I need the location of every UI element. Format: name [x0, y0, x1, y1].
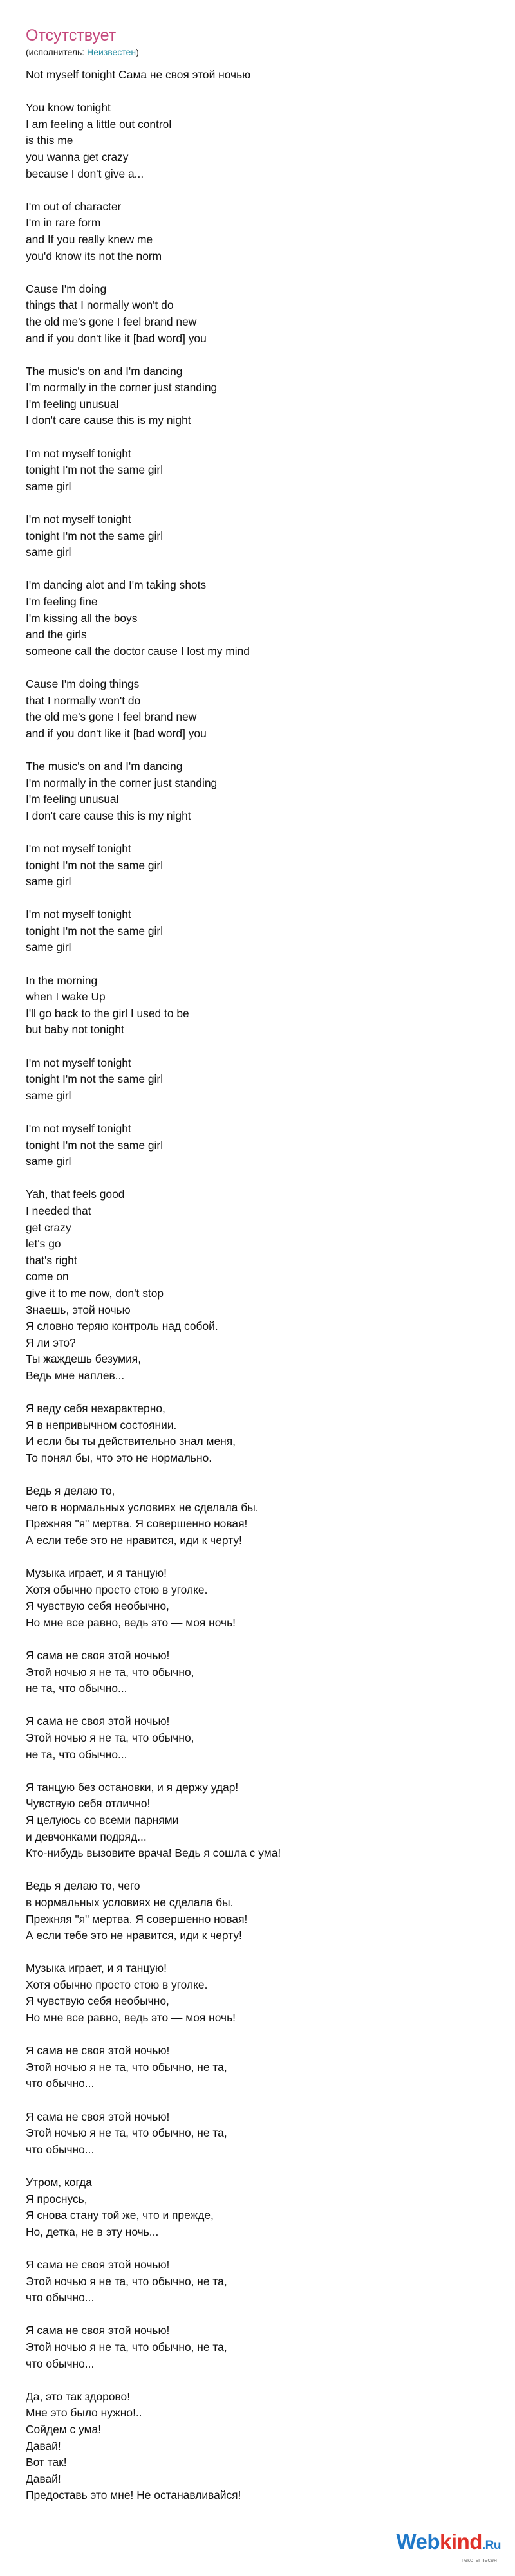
artist-suffix: )	[136, 47, 139, 57]
lyrics-line: Музыка играет, и я танцую!	[26, 1567, 167, 1580]
lyrics-line: things that I normally won't do	[26, 299, 174, 312]
lyrics-line: and the girls	[26, 628, 87, 641]
lyrics-stanza	[26, 1780, 489, 1862]
lyrics-line: I don't care cause this is my night	[26, 414, 191, 427]
lyrics-line: Cause I'm doing things	[26, 677, 140, 690]
lyrics-line: чего в нормальных условиях не сделала бы.	[26, 1500, 259, 1514]
lyrics-line: I'm feeling unusual	[26, 397, 119, 410]
lyrics-line: I'm not myself tonight	[26, 1122, 131, 1135]
artist-prefix: (исполнитель:	[26, 47, 88, 57]
lyrics-line: I'm feeling unusual	[26, 793, 119, 806]
lyrics-line: same girl	[26, 546, 71, 559]
lyrics-line: someone call the doctor cause I lost my mind	[26, 644, 250, 658]
lyrics-line: не та, что обычно...	[26, 1682, 127, 1695]
lyrics-line: I'm feeling fine	[26, 595, 98, 608]
lyrics-line: Ведь мне наплев...	[26, 1368, 125, 1382]
lyrics-line: Хотя обычно просто стою в уголке.	[26, 1583, 208, 1596]
lyrics-body	[26, 67, 489, 2504]
lyrics-line: Я сама не своя этой ночью!	[26, 2258, 170, 2271]
lyrics-line: Этой ночью я не та, что обычно,	[26, 1731, 194, 1744]
lyrics-line: Not myself tonight Сама не своя этой ночью	[26, 68, 251, 81]
lyrics-line: Прежняя "я" мертва. Я совершенно новая!	[26, 1517, 248, 1531]
lyrics-line: Этой ночью я не та, что обычно, не та,	[26, 2340, 227, 2353]
lyrics-line: Я в непривычном состоянии.	[26, 1418, 177, 1431]
lyrics-line: Давай!	[26, 2439, 61, 2452]
lyrics-line: Этой ночью я не та, что обычно, не та,	[26, 2274, 227, 2288]
lyrics-line: tonight I'm not the same girl	[26, 1072, 164, 1086]
lyrics-stanza	[26, 2175, 489, 2240]
lyrics-line: не та, что обычно...	[26, 1747, 127, 1761]
lyrics-line: Yah, that feels good	[26, 1188, 125, 1201]
lyrics-line: Чувствую себя отлично!	[26, 1797, 151, 1810]
lyrics-line: Этой ночью я не та, что обычно, не та,	[26, 2126, 227, 2140]
lyrics-line: I'm not myself tonight	[26, 842, 131, 855]
lyrics-line: I am feeling a little out control	[26, 117, 172, 131]
logo-wordmark	[391, 2531, 501, 2557]
lyrics-line: I'll go back to the girl I used to be	[26, 1006, 189, 1020]
lyrics-stanza	[26, 841, 489, 890]
lyrics-line: Ты жаждешь безумия,	[26, 1352, 142, 1366]
lyrics-line: that I normally won't do	[26, 694, 141, 707]
lyrics-stanza	[26, 906, 489, 956]
lyrics-stanza	[26, 2043, 489, 2092]
lyrics-line: Знаешь, этой ночью	[26, 1303, 131, 1316]
lyrics-stanza	[26, 2257, 489, 2306]
lyrics-line: Я танцую без остановки, и я держу удар!	[26, 1780, 239, 1794]
lyrics-line: get crazy	[26, 1220, 71, 1234]
lyrics-line: I'm not myself tonight	[26, 446, 131, 460]
lyrics-stanza	[26, 973, 489, 1038]
lyrics-line: Вот так!	[26, 2456, 67, 2469]
lyrics-line: same girl	[26, 941, 71, 954]
lyrics-stanza	[26, 446, 489, 495]
lyrics-line: А если тебе это не нравится, иди к черту!	[26, 1533, 242, 1547]
webkind-logo[interactable]	[391, 2531, 501, 2561]
lyrics-line: что обычно...	[26, 2142, 95, 2156]
artist-line	[26, 46, 489, 58]
lyrics-stanza	[26, 1648, 489, 1697]
lyrics-line: you'd know its not the norm	[26, 249, 162, 262]
lyrics-line: Ведь я делаю то,	[26, 1484, 115, 1498]
lyrics-line: I'm dancing alot and I'm taking shots	[26, 578, 207, 592]
lyrics-stanza	[26, 2323, 489, 2372]
lyrics-line: Предоставь это мне! Не останавливайся!	[26, 2489, 241, 2502]
lyrics-line: let's go	[26, 1237, 61, 1251]
lyrics-line: Я ли это?	[26, 1336, 76, 1349]
lyrics-line: Прежняя "я" мертва. Я совершенно новая!	[26, 1912, 248, 1926]
lyrics-line: в нормальных условиях не сделала бы.	[26, 1895, 234, 1909]
lyrics-line: you wanna get crazy	[26, 150, 129, 163]
lyrics-line: when I wake Up	[26, 990, 106, 1004]
lyrics-line: Мне это было нужно!..	[26, 2406, 142, 2420]
lyrics-line: because I don't give a...	[26, 167, 144, 180]
lyrics-line: Кто-нибудь вызовите врача! Ведь я сошла с ума!	[26, 1846, 281, 1860]
lyrics-line: and if you don't like it [bad word] you	[26, 331, 207, 345]
lyrics-stanza	[26, 1055, 489, 1105]
lyrics-stanza	[26, 281, 489, 347]
lyrics-line: Я сама не своя этой ночью!	[26, 1715, 170, 1728]
lyrics-stanza	[26, 676, 489, 742]
lyrics-line: Я чувствую себя необычно,	[26, 1599, 169, 1613]
lyrics-line: and If you really knew me	[26, 232, 153, 246]
lyrics-line: I'm in rare form	[26, 216, 101, 230]
lyrics-line: tonight I'm not the same girl	[26, 1138, 164, 1152]
page-header	[26, 26, 489, 58]
lyrics-line: the old me's gone I feel brand new	[26, 315, 197, 328]
lyrics-line: give it to me now, don't stop	[26, 1286, 164, 1300]
lyrics-stanza	[26, 1121, 489, 1170]
lyrics-line: что обычно...	[26, 2357, 95, 2370]
lyrics-line: То понял бы, что это не нормально.	[26, 1451, 212, 1464]
lyrics-stanza	[26, 1878, 489, 1944]
lyrics-line: Я сама не своя этой ночью!	[26, 1649, 170, 1662]
lyrics-line: Но мне все равно, ведь это — моя ночь!	[26, 1615, 236, 1629]
lyrics-line: Я чувствую себя необычно,	[26, 1994, 169, 2008]
lyrics-line: А если тебе это не нравится, иди к черту!	[26, 1929, 242, 1942]
lyrics-line: Этой ночью я не та, что обычно, не та,	[26, 2060, 227, 2074]
lyrics-line: Музыка играет, и я танцую!	[26, 1962, 167, 1975]
lyrics-stanza	[26, 511, 489, 561]
lyrics-line: You know tonight	[26, 101, 111, 115]
lyrics-line: come on	[26, 1270, 69, 1283]
lyrics-stanza	[26, 2109, 489, 2158]
lyrics-line: same girl	[26, 1089, 71, 1102]
lyrics-line: and if you don't like it [bad word] you	[26, 726, 207, 740]
lyrics-line: the old me's gone I feel brand new	[26, 710, 197, 724]
lyrics-line: Но мне все равно, ведь это — моя ночь!	[26, 2011, 236, 2025]
lyrics-line: I'm not myself tonight	[26, 513, 131, 526]
lyrics-stanza	[26, 363, 489, 429]
lyrics-line: Ведь я делаю то, чего	[26, 1879, 140, 1893]
lyrics-stanza	[26, 1565, 489, 1631]
lyrics-line: Но, детка, не в эту ночь...	[26, 2225, 159, 2238]
lyrics-line: Утром, когда	[26, 2176, 92, 2189]
lyrics-stanza	[26, 67, 489, 84]
lyrics-line: Я снова стану той же, что и прежде,	[26, 2209, 214, 2222]
lyrics-line: I'm not myself tonight	[26, 1056, 131, 1069]
lyrics-line: Я целуюсь со всеми парнями	[26, 1813, 179, 1826]
lyrics-line: И если бы ты действительно знал меня,	[26, 1435, 236, 1448]
lyrics-line: Я сама не своя этой ночью!	[26, 2110, 170, 2123]
lyrics-line: tonight I'm not the same girl	[26, 858, 164, 872]
lyrics-line: I don't care cause this is my night	[26, 809, 191, 822]
lyrics-line: The music's on and I'm dancing	[26, 759, 183, 773]
lyrics-line: Я веду себя нехарактерно,	[26, 1402, 165, 1415]
lyrics-line: что обычно...	[26, 2077, 95, 2090]
lyrics-line: I'm out of character	[26, 199, 122, 213]
lyrics-line: I'm normally in the corner just standing	[26, 776, 218, 789]
lyrics-line: I'm not myself tonight	[26, 908, 131, 921]
lyrics-stanza	[26, 199, 489, 264]
lyrics-line: Я словно теряю контроль над собой.	[26, 1320, 218, 1333]
lyrics-line: but baby not tonight	[26, 1023, 124, 1036]
page-title: Отсутствует	[26, 26, 117, 44]
lyrics-stanza	[26, 1713, 489, 1763]
lyrics-line: tonight I'm not the same girl	[26, 924, 164, 937]
lyrics-line: same girl	[26, 1155, 71, 1168]
lyrics-line: same girl	[26, 479, 71, 493]
logo-kind: kind	[440, 2530, 482, 2553]
lyrics-line: tonight I'm not the same girl	[26, 529, 164, 542]
lyrics-line: Я сама не своя этой ночью!	[26, 2044, 170, 2057]
lyrics-line: Cause I'm doing	[26, 282, 107, 295]
lyrics-stanza	[26, 1960, 489, 2026]
lyrics-line: и девчонками подряд...	[26, 1830, 147, 1843]
lyrics-stanza	[26, 759, 489, 824]
lyrics-line: Я сама не своя этой ночью!	[26, 2324, 170, 2337]
lyrics-line: что обычно...	[26, 2291, 95, 2305]
lyrics-line: is this me	[26, 134, 73, 147]
logo-ru: .Ru	[482, 2539, 501, 2552]
lyrics-line: Сойдем с ума!	[26, 2422, 102, 2436]
logo-tagline: тексты песен	[461, 2557, 497, 2563]
lyrics-line: The music's on and I'm dancing	[26, 364, 183, 378]
artist-link[interactable]: Неизвестен	[87, 47, 136, 57]
lyrics-line: I'm normally in the corner just standing	[26, 381, 218, 394]
lyrics-line: Этой ночью я не та, что обычно,	[26, 1665, 194, 1679]
lyrics-line: In the morning	[26, 973, 98, 987]
lyrics-stanza	[26, 577, 489, 659]
lyrics-line: Я проснусь,	[26, 2192, 88, 2205]
lyrics-line: same girl	[26, 875, 71, 888]
lyrics-line: that's right	[26, 1253, 77, 1267]
lyrics-line: Хотя обычно просто стою в уголке.	[26, 1978, 208, 1991]
lyrics-stanza	[26, 1483, 489, 1549]
lyrics-line: Да, это так здорово!	[26, 2389, 131, 2403]
lyrics-stanza	[26, 1186, 489, 1384]
lyrics-stanza	[26, 1401, 489, 1466]
lyrics-line: Давай!	[26, 2472, 61, 2485]
lyrics-line: tonight I'm not the same girl	[26, 463, 164, 477]
lyrics-line: I needed that	[26, 1204, 91, 1217]
lyrics-stanza	[26, 100, 489, 182]
logo-web: Web	[396, 2530, 440, 2553]
lyrics-line: I'm kissing all the boys	[26, 611, 138, 625]
lyrics-stanza	[26, 2389, 489, 2504]
